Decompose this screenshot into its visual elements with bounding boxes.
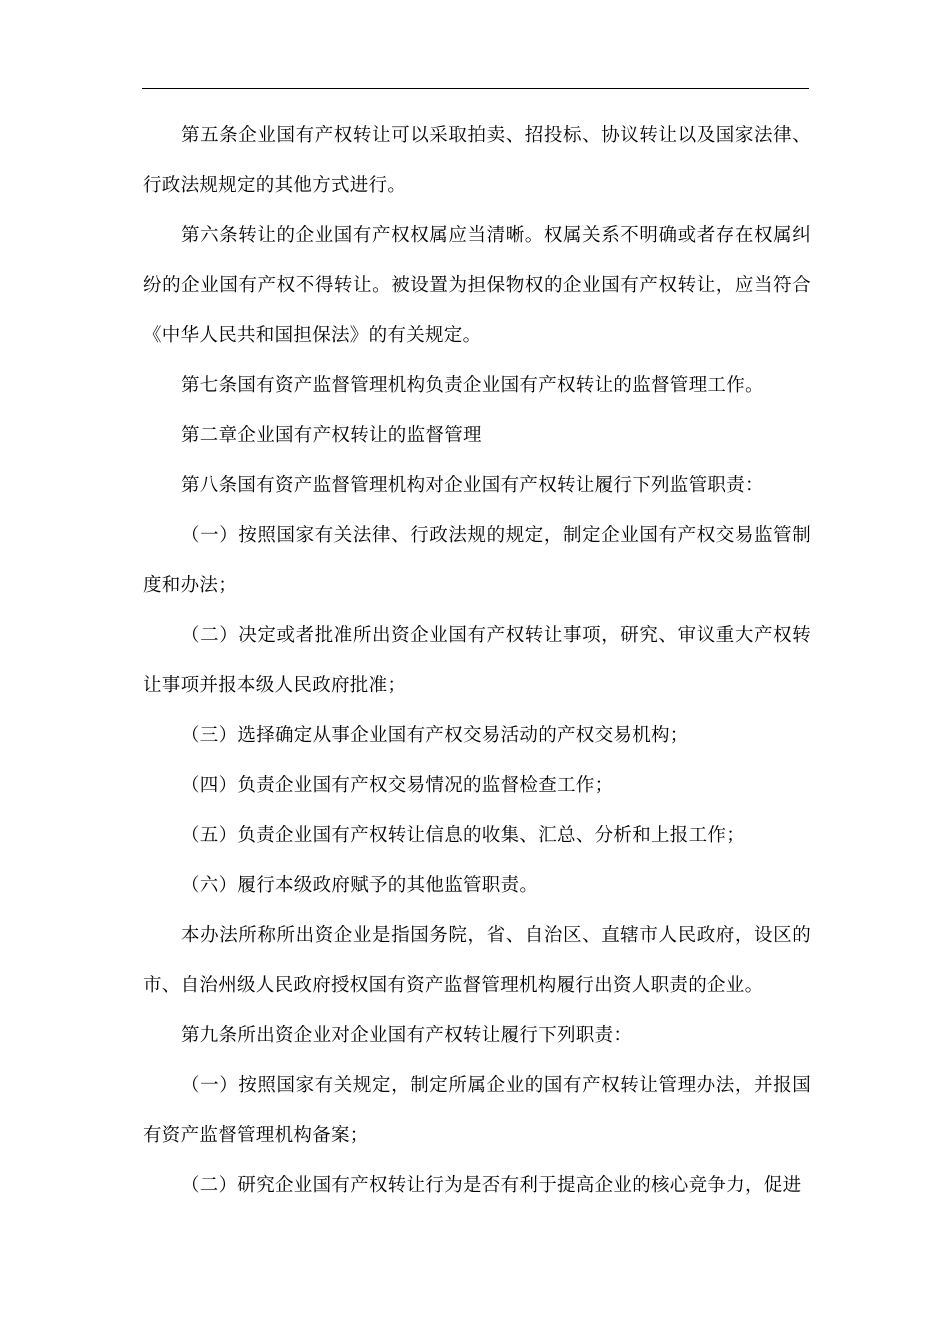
definition-paragraph: 本办法所称所出资企业是指国务院，省、自治区、直辖市人民政府，设区的市、自治州级人民政府授权国有资产监督管理机构履行出资人职责的企业。 <box>143 925 811 996</box>
article-9-paragraph: 第九条所出资企业对企业国有产权转让履行下列职责： <box>181 1025 633 1046</box>
article-8-paragraph: 第八条国有资产监督管理机构对企业国有产权转让履行下列监管职责： <box>181 475 764 496</box>
article-8-item-4: （四）负责企业国有产权交易情况的监督检查工作； <box>181 775 614 796</box>
article-9-item-1: （一）按照国家有关规定，制定所属企业的国有产权转让管理办法，并报国有资产监督管理机构备案； <box>143 1075 811 1146</box>
article-9-item-2: （二）研究企业国有产权转让行为是否有利于提高企业的核心竞争力，促进 <box>181 1175 802 1196</box>
document-body <box>143 111 811 1211</box>
article-6-paragraph: 第六条转让的企业国有产权权属应当清晰。权属关系不明确或者存在权属纠纷的企业国有产权不得转让。被设置为担保物权的企业国有产权转让，应当符合《中华人民共和国担保法》的有关规定。 <box>143 225 811 346</box>
article-8-item-5: （五）负责企业国有产权转让信息的收集、汇总、分析和上报工作； <box>181 825 746 846</box>
article-5-paragraph: 第五条企业国有产权转让可以采取拍卖、招投标、协议转让以及国家法律、行政法规规定的其他方式进行。 <box>143 125 811 196</box>
article-8-item-1: （一）按照国家有关法律、行政法规的规定，制定企业国有产权交易监管制度和办法； <box>143 525 811 596</box>
article-8-item-2: （二）决定或者批准所出资企业国有产权转让事项，研究、审议重大产权转让事项并报本级人民政府批准； <box>143 625 811 696</box>
article-8-item-3: （三）选择确定从事企业国有产权交易活动的产权交易机构； <box>181 725 689 746</box>
article-8-item-6: （六）履行本级政府赋予的其他监管职责。 <box>181 875 539 896</box>
header-rule <box>142 88 809 89</box>
article-7-paragraph: 第七条国有资产监督管理机构负责企业国有产权转让的监督管理工作。 <box>181 375 764 396</box>
chapter-2-heading: 第二章企业国有产权转让的监督管理 <box>181 425 482 446</box>
